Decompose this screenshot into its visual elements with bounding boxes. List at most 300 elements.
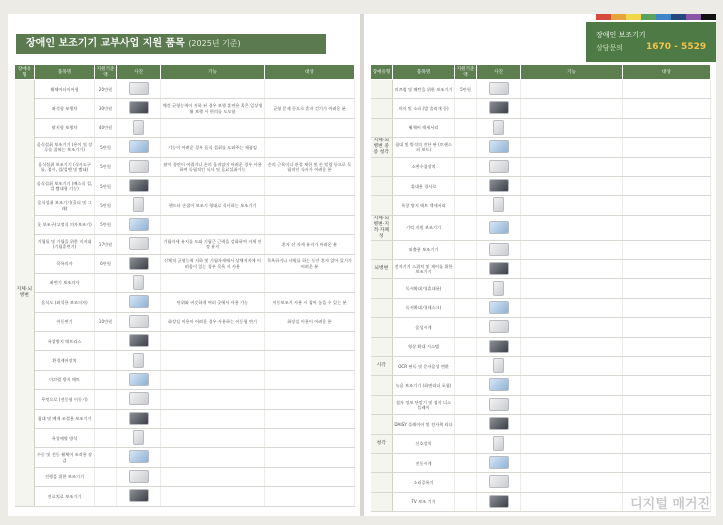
item-name-cell: 진료치료 보조기기: [35, 487, 95, 506]
category-cell: [371, 492, 393, 511]
table-row: [371, 80, 711, 99]
target-cell: [623, 473, 711, 492]
photo-cell: [477, 453, 521, 472]
product-photo: [489, 320, 509, 333]
support-amount-cell: [95, 293, 117, 312]
product-photo: [489, 340, 509, 353]
item-name-cell: 점자 정보 단말기 및 점자 디스플레이: [393, 395, 455, 414]
banner-line1: 장애인 보조기기: [596, 31, 646, 39]
category-cell: [371, 196, 393, 215]
product-photo: [133, 353, 144, 368]
function-cell: [521, 215, 623, 240]
target-cell: [623, 298, 711, 317]
category-cell: [371, 80, 393, 99]
photo-cell: [117, 390, 161, 409]
item-name-cell: 기억 지원 보조기기: [393, 215, 455, 240]
target-cell: [623, 157, 711, 176]
support-amount-cell: [95, 370, 117, 389]
product-photo: [129, 237, 149, 250]
table-row: [371, 357, 711, 376]
table-row: [15, 312, 355, 331]
target-cell: [623, 260, 711, 279]
item-name-cell: 음성시계: [393, 318, 455, 337]
product-photo: [489, 82, 509, 95]
item-name-cell: 좌석형 보행차: [35, 99, 95, 118]
photo-cell: [117, 409, 161, 428]
target-cell: [265, 215, 355, 234]
category-cell: [371, 337, 393, 356]
title-main: 장애인 보조기기 교부사업 지원 품목: [26, 38, 185, 49]
function-cell: 기립자세 유지를 도와 기립근 근력을 강화하여 자세 안정 유지: [161, 235, 265, 254]
item-name-cell: 진동시계: [393, 453, 455, 472]
product-photo: [129, 392, 149, 405]
target-cell: 손의 근육이나 관절 제한 및 손 떨림 등으로 독립적인 식사가 어려운 분: [265, 157, 355, 176]
product-photo: [129, 82, 149, 95]
item-name-cell: DAISY 플레이어 및 전자책 리더: [393, 415, 455, 434]
target-cell: [265, 351, 355, 370]
item-name-cell: 의자 및 소파 (발 올리개 등): [393, 99, 455, 118]
function-cell: [161, 448, 265, 467]
item-name-cell: 독서확대기(데스크): [393, 298, 455, 317]
category-cell: [371, 240, 393, 259]
table-row: [15, 487, 355, 506]
product-photo: [129, 295, 149, 308]
support-amount-cell: 5만원: [95, 176, 117, 195]
photo-cell: [477, 492, 521, 511]
photo-cell: [117, 176, 161, 195]
header-item-name: 품목명: [35, 65, 95, 80]
function-cell: [521, 99, 623, 118]
table-row: [15, 118, 355, 137]
table-row: [371, 138, 711, 157]
table-row: [371, 176, 711, 195]
function-cell: [521, 196, 623, 215]
product-photo: [129, 412, 149, 425]
target-cell: [623, 318, 711, 337]
support-amount-cell: 5만원: [95, 196, 117, 215]
product-photo: [489, 160, 509, 173]
support-amount-cell: [455, 118, 477, 137]
support-amount-cell: 6만원: [95, 254, 117, 273]
header-disability-type: 장애유형: [371, 65, 393, 80]
table-row: [15, 273, 355, 292]
photo-cell: [477, 215, 521, 240]
photo-cell: [117, 99, 161, 118]
support-amount-cell: [455, 492, 477, 511]
photo-cell: [477, 279, 521, 298]
function-cell: [521, 453, 623, 472]
function-cell: [161, 118, 265, 137]
target-cell: [265, 370, 355, 389]
support-amount-cell: [95, 487, 117, 506]
product-photo: [129, 179, 149, 192]
item-name-cell: 소변수집장치: [393, 157, 455, 176]
photo-cell: [117, 312, 161, 331]
support-amount-cell: [455, 415, 477, 434]
product-photo: [133, 197, 144, 212]
table-row: [371, 434, 711, 453]
product-photo: [493, 436, 504, 451]
function-cell: [521, 337, 623, 356]
photo-cell: [117, 332, 161, 351]
table-row: [15, 429, 355, 448]
table-row: [15, 293, 355, 312]
header-target: 대상: [623, 65, 711, 80]
target-cell: 화장실 이용이 어려운 분: [265, 312, 355, 331]
function-cell: [161, 273, 265, 292]
function-cell: [521, 118, 623, 137]
category-cell: [371, 376, 393, 395]
product-photo: [489, 262, 509, 275]
table-row: [15, 235, 355, 254]
product-photo: [489, 378, 509, 391]
category-cell: [371, 318, 393, 337]
target-cell: [265, 409, 355, 428]
photo-cell: [477, 376, 521, 395]
photo-cell: [477, 80, 521, 99]
support-amount-cell: [455, 376, 477, 395]
support-amount-cell: [95, 390, 117, 409]
table-row: [15, 351, 355, 370]
item-name-cell: 영상 확대 시스템: [393, 337, 455, 356]
category-cell: 지체·뇌병변: [15, 80, 35, 507]
table-row: [371, 99, 711, 118]
photo-cell: [117, 80, 161, 99]
target-cell: [623, 138, 711, 157]
support-amount-cell: [455, 240, 477, 259]
function-cell: [521, 298, 623, 317]
item-name-cell: 목욕의자: [35, 254, 95, 273]
item-name-cell: 욕창 방지 매트 액세서리: [393, 196, 455, 215]
right-page: [364, 14, 716, 516]
function-cell: [521, 176, 623, 195]
table-row: [15, 176, 355, 195]
target-cell: [623, 357, 711, 376]
photo-cell: [477, 395, 521, 414]
item-name-cell: 기립틀 및 기립을 위한 지지대 (기립훈련기): [35, 235, 95, 254]
category-cell: [371, 176, 393, 195]
function-cell: [161, 429, 265, 448]
table-row: [15, 157, 355, 176]
product-photo: [489, 398, 509, 411]
header-support-amount: 지원기준액: [95, 65, 117, 80]
product-photo: [489, 475, 509, 488]
support-amount-cell: [95, 273, 117, 292]
table-header-row: [15, 65, 355, 80]
function-cell: [521, 395, 623, 414]
category-cell: [371, 395, 393, 414]
function-cell: [521, 357, 623, 376]
table-row: [371, 395, 711, 414]
table-row: [15, 138, 355, 157]
photo-cell: [117, 429, 161, 448]
table-row: [371, 453, 711, 472]
target-cell: [265, 138, 355, 157]
product-photo: [129, 334, 149, 347]
header-photo: 사진: [477, 65, 521, 80]
support-amount-cell: [95, 409, 117, 428]
product-photo: [129, 160, 149, 173]
function-cell: [161, 409, 265, 428]
function-cell: [521, 157, 623, 176]
product-photo: [129, 373, 149, 386]
photo-cell: [477, 240, 521, 259]
category-cell: [371, 118, 393, 137]
support-amount-cell: [455, 196, 477, 215]
target-cell: [623, 176, 711, 195]
item-name-cell: 팔지형 보행차: [35, 118, 95, 137]
color-swatches: [596, 14, 716, 20]
function-cell: 화장실 이용이 어려운 경우 사용하는 이동형 변기: [161, 312, 265, 331]
product-photo: [489, 221, 509, 234]
item-name-cell: 무엇으로 (전동형 이동기): [35, 390, 95, 409]
table-row: [15, 409, 355, 428]
photo-cell: [117, 196, 161, 215]
table-header-row: [371, 65, 711, 80]
item-name-cell: 수동 및 전동 휠체어 조작용 장갑: [35, 448, 95, 467]
function-cell: [161, 176, 265, 195]
table-row: [371, 318, 711, 337]
photo-cell: [477, 157, 521, 176]
product-photo: [493, 120, 504, 135]
photo-cell: [477, 196, 521, 215]
target-cell: [623, 415, 711, 434]
header-function: 기능: [161, 65, 265, 80]
category-cell: [371, 453, 393, 472]
function-cell: [161, 215, 265, 234]
photo-cell: [117, 138, 161, 157]
target-cell: [623, 80, 711, 99]
support-amount-cell: 5만원: [95, 138, 117, 157]
item-name-cell: 이동변기: [35, 312, 95, 331]
photo-cell: [477, 434, 521, 453]
support-amount-cell: [455, 99, 477, 118]
table-row: [15, 467, 355, 486]
photo-cell: [477, 99, 521, 118]
table-row: [371, 473, 711, 492]
support-amount-cell: 20만원: [95, 80, 117, 99]
table-row: [15, 196, 355, 215]
support-amount-cell: 10만원: [95, 312, 117, 331]
photo-cell: [117, 157, 161, 176]
target-cell: [265, 273, 355, 292]
table-row: [15, 254, 355, 273]
photo-cell: [477, 176, 521, 195]
watermark-text: 디지털 매거진: [630, 497, 710, 512]
table-row: [15, 332, 355, 351]
photo-cell: [117, 235, 161, 254]
photo-cell: [117, 370, 161, 389]
table-row: [15, 370, 355, 389]
support-amount-cell: [455, 298, 477, 317]
target-cell: [265, 196, 355, 215]
function-cell: [521, 492, 623, 511]
photo-cell: [477, 118, 521, 137]
function-cell: 핸드타 손잡이 보조기 형태로 식사하는 보조기기: [161, 196, 265, 215]
target-cell: [265, 118, 355, 137]
item-name-cell: 휴대용 경사로: [393, 176, 455, 195]
target-cell: [265, 176, 355, 195]
item-name-cell: 음식도 (좌석용 보조의자): [35, 293, 95, 312]
item-name-cell: OCR 판독 및 문자음성 변환: [393, 357, 455, 376]
product-photo: [129, 470, 149, 483]
support-amount-cell: [455, 138, 477, 157]
photo-cell: [477, 298, 521, 317]
product-photo: [129, 315, 149, 328]
photo-cell: [477, 337, 521, 356]
product-photo: [489, 179, 509, 192]
category-cell: 청각: [371, 434, 393, 453]
category-cell: [371, 157, 393, 176]
function-cell: [521, 240, 623, 259]
category-cell: [371, 298, 393, 317]
support-amount-cell: [455, 473, 477, 492]
photo-cell: [477, 138, 521, 157]
left-support-table: [14, 64, 355, 507]
function-cell: [521, 376, 623, 395]
target-cell: [623, 279, 711, 298]
product-photo: [133, 430, 144, 445]
function-cell: [521, 260, 623, 279]
product-photo: [489, 101, 509, 114]
target-cell: 혼자 선 자세 유지가 어려운 분: [265, 235, 355, 254]
item-name-cell: 음식섭취 보조기기 (식사도구틀, 접시, 컵/컵밴 및 빨대): [35, 157, 95, 176]
item-name-cell: 휠체어타이어형: [35, 80, 95, 99]
target-cell: [623, 240, 711, 259]
product-photo: [129, 101, 149, 114]
item-name-cell: 소리증폭기: [393, 473, 455, 492]
item-name-cell: 침대 및 방석의 진단 판 (트랜스퍼 보드): [393, 138, 455, 157]
target-cell: [265, 332, 355, 351]
photo-cell: [117, 448, 161, 467]
function-cell: [521, 80, 623, 99]
table-row: [371, 337, 711, 356]
target-cell: [623, 453, 711, 472]
support-amount-cell: [95, 351, 117, 370]
photo-cell: [477, 357, 521, 376]
product-photo: [489, 243, 509, 256]
item-name-cell: 욕창예방 방석: [35, 429, 95, 448]
target-cell: [623, 376, 711, 395]
category-cell: 뇌병변: [371, 260, 393, 279]
function-cell: 단위와 비슷하게 여러 곳에서 사용 가능: [161, 293, 265, 312]
function-cell: 팔이 경련이 어렵거나 손의 움직임이 어려운 경우 사용하여 독립적인 식사 및 음료섭취가능: [161, 157, 265, 176]
target-cell: [623, 215, 711, 240]
product-photo: [489, 417, 509, 430]
product-photo: [129, 140, 149, 153]
photo-cell: [117, 467, 161, 486]
header-item-name: 품목명: [393, 65, 455, 80]
table-row: [371, 215, 711, 240]
support-amount-cell: [455, 279, 477, 298]
category-cell: [371, 279, 393, 298]
photo-cell: [117, 254, 161, 273]
target-cell: [623, 337, 711, 356]
support-amount-cell: 5만원: [95, 215, 117, 234]
product-photo: [493, 281, 504, 296]
item-name-cell: 옷 보조구(고정식 의자보조기): [35, 215, 95, 234]
product-photo: [489, 140, 509, 153]
function-cell: 기능이 어려운 경우 음식 섭취를 도와주는 제품임: [161, 138, 265, 157]
header-support-amount: 지원기준액: [455, 65, 477, 80]
product-photo: [493, 197, 504, 212]
function-cell: [161, 80, 265, 99]
header-function: 기능: [521, 65, 623, 80]
function-cell: [161, 487, 265, 506]
photo-cell: [117, 487, 161, 506]
table-row: [15, 390, 355, 409]
item-name-cell: 음식섭취 보조기기(홀더 및 그래): [35, 196, 95, 215]
photo-cell: [117, 118, 161, 137]
item-name-cell: 전자기기 스위치 및 제어를 위한 보조기기: [393, 260, 455, 279]
support-amount-cell: [455, 260, 477, 279]
photo-cell: [477, 473, 521, 492]
support-amount-cell: 40만원: [95, 118, 117, 137]
category-cell: [371, 473, 393, 492]
table-row: [371, 298, 711, 317]
support-amount-cell: 5만원: [455, 80, 477, 99]
title-year: (2025년 기준): [188, 39, 241, 48]
product-photo: [129, 218, 149, 231]
function-cell: 신체적 균형능력 저하 및 기립자세에서 상체지지에 어려움이 있는 경우 목욕 시 사용: [161, 254, 265, 273]
function-cell: [161, 467, 265, 486]
target-cell: [623, 118, 711, 137]
target-cell: [265, 80, 355, 99]
target-cell: [265, 429, 355, 448]
item-name-cell: 미끄럼 방지 매트: [35, 370, 95, 389]
table-row: [371, 118, 711, 137]
function-cell: [521, 318, 623, 337]
function-cell: [161, 370, 265, 389]
target-cell: [265, 487, 355, 506]
target-cell: [623, 196, 711, 215]
page-title: [16, 34, 326, 54]
function-cell: [521, 279, 623, 298]
table-row: [15, 80, 355, 99]
table-row: [15, 99, 355, 118]
table-row: [371, 260, 711, 279]
item-name-cell: 음식섭취 보조기기 (배스식 컵, 컵 빨대형 기능): [35, 176, 95, 195]
table-row: [371, 240, 711, 259]
item-name-cell: 외출용 보조기기: [393, 240, 455, 259]
support-amount-cell: 5만원: [95, 157, 117, 176]
table-row: [371, 157, 711, 176]
target-cell: [623, 395, 711, 414]
photo-cell: [477, 318, 521, 337]
product-photo: [133, 275, 144, 290]
product-photo: [133, 120, 144, 135]
function-cell: [521, 415, 623, 434]
consultation-banner: [586, 22, 716, 62]
support-amount-cell: 30만원: [95, 99, 117, 118]
product-photo: [489, 301, 509, 314]
right-support-table: [370, 64, 711, 512]
support-amount-cell: [455, 318, 477, 337]
photo-cell: [477, 415, 521, 434]
target-cell: [623, 434, 711, 453]
product-photo: [489, 495, 509, 508]
photo-cell: [117, 293, 161, 312]
photo-cell: [117, 215, 161, 234]
item-name-cell: 휠체어 액세서리: [393, 118, 455, 137]
category-cell: [371, 99, 393, 118]
table-row: [15, 448, 355, 467]
target-cell: 목욕하거나 샤워를 하는 동안 혼자 앉아 있기가 어려운 분: [265, 254, 355, 273]
table-row: [371, 196, 711, 215]
product-photo: [129, 450, 149, 463]
target-cell: [623, 99, 711, 118]
function-cell: [161, 332, 265, 351]
